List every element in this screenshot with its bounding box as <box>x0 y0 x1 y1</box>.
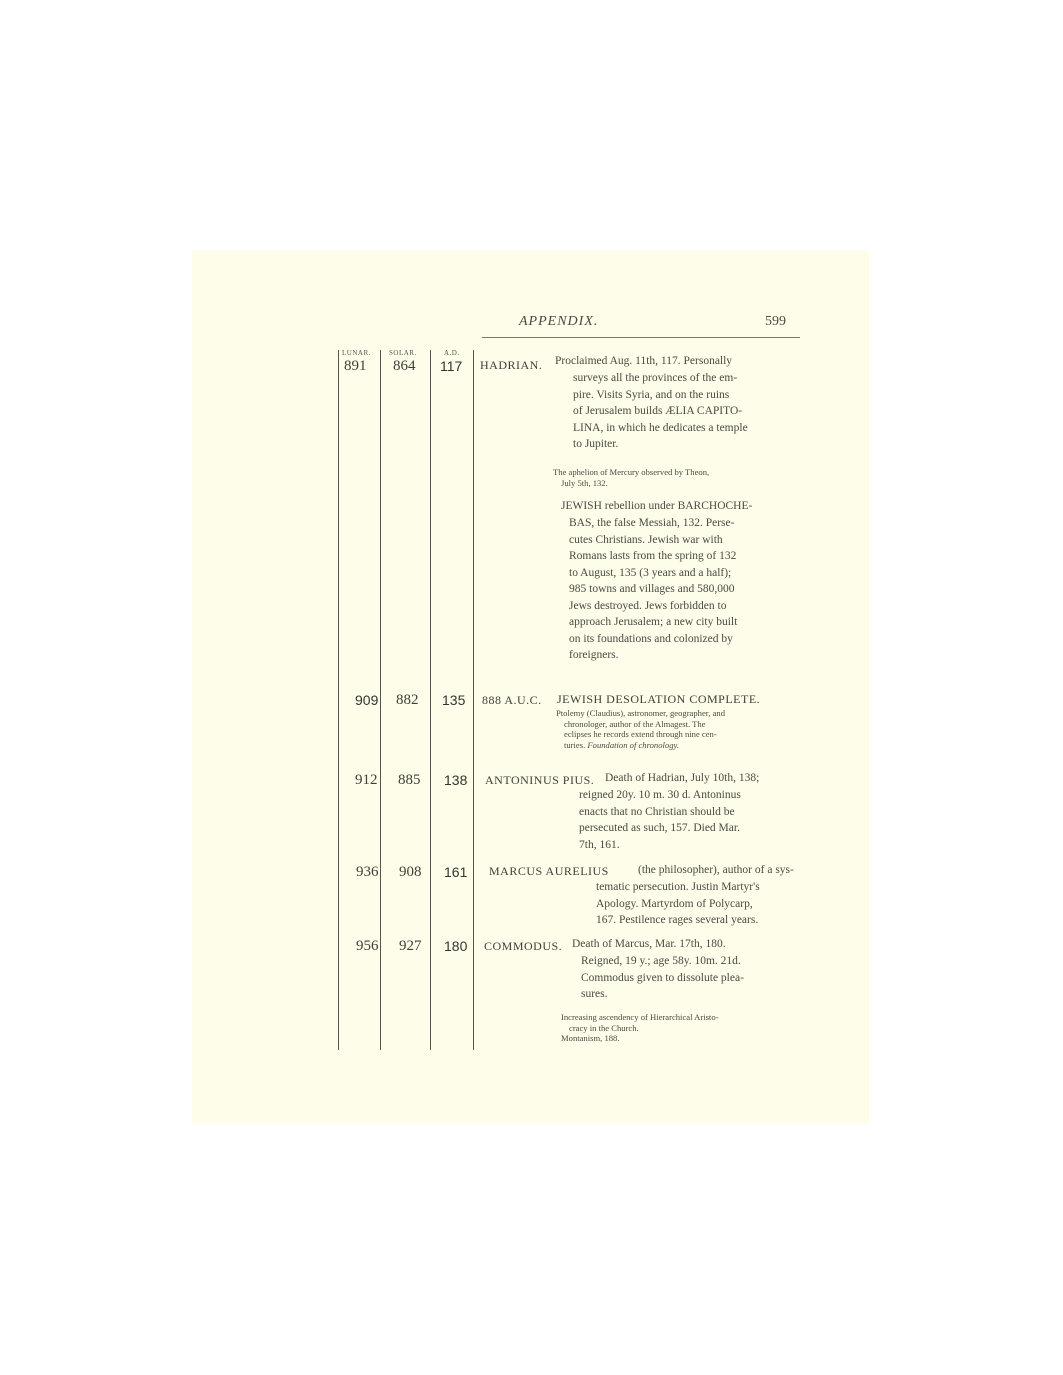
column-header-ad: A.D. <box>444 349 460 357</box>
column-header-solar: SOLAR. <box>389 349 417 357</box>
emperor-name: MARCUS AURELIUS <box>489 864 609 878</box>
solar-year: 882 <box>396 692 419 708</box>
header-rule <box>482 337 800 338</box>
lunar-year: 912 <box>355 772 378 788</box>
solar-year: 864 <box>393 358 416 374</box>
entry-text: BAS, the false Messiah, 132. Perse- cutes Christians. Jewish war with Romans lasts from the spring of 132 to August, 135 (3 years and a half); 985 towns and villages and 580,000 Jews destroyed. Jews forbidden to approach Jerusalem; a new city built on its foundations and colonized by foreigners. <box>569 517 738 661</box>
emperor-name: COMMODUS. <box>484 939 563 953</box>
ad-year: 161 <box>444 864 468 880</box>
solar-year: 908 <box>399 864 422 880</box>
ad-year: 138 <box>444 772 468 788</box>
page-number: 599 <box>765 314 786 329</box>
ad-year: 180 <box>444 938 468 954</box>
solar-year: 927 <box>399 938 422 954</box>
column-divider <box>338 350 339 1050</box>
entry-text: tematic persecution. Justin Martyr's Apology. Martyrdom of Polycarp, 167. Pestilence rages several years. <box>596 881 760 926</box>
column-divider <box>380 350 381 1050</box>
running-title: APPENDIX. <box>519 314 599 329</box>
column-header-lunar: LUNAR. <box>342 349 371 357</box>
entry-text: Proclaimed Aug. 11th, 117. Personally <box>555 355 733 367</box>
solar-year: 885 <box>398 772 421 788</box>
entry-text: reigned 20y. 10 m. 30 d. Antoninus enacts that no Christian should be persecuted as such, 157. Died Mar. 7th, 161. <box>579 789 741 851</box>
entry-text: (the philosopher), author of a sys- <box>638 864 794 876</box>
column-divider <box>430 350 431 1050</box>
entry-headline: JEWISH DESOLATION COMPLETE. <box>557 692 761 706</box>
ad-year: 135 <box>442 692 466 708</box>
entry-text: Death of Marcus, Mar. 17th, 180. <box>572 938 726 950</box>
emperor-name: HADRIAN. <box>480 358 543 372</box>
marginal-note: Increasing ascendency of Hierarchical Aristo- cracy in the Church. Montanism, 188. <box>561 1012 719 1043</box>
book-page <box>192 250 869 1124</box>
lunar-year: 891 <box>344 358 367 374</box>
era-label: 888 A.U.C. <box>482 693 542 707</box>
column-divider <box>473 350 474 1050</box>
lunar-year: 956 <box>356 938 379 954</box>
marginal-note: The aphelion of Mercury observed by Theon, July 5th, 132. <box>553 467 710 488</box>
entry-text: JEWISH rebellion under BARCHOCHE- <box>561 500 753 512</box>
lunar-year: 936 <box>356 864 379 880</box>
marginal-note: Ptolemy (Claudius), astronomer, geographer, and chronologer, author of the Almagest. The eclipses he records extend through nine cen- turies. Foundation of chronology. <box>556 708 725 750</box>
emperor-name: ANTONINUS PIUS. <box>485 773 595 787</box>
entry-text: Death of Hadrian, July 10th, 138; <box>605 772 760 784</box>
entry-text: Reigned, 19 y.; age 58y. 10m. 21d. Commodus given to dissolute plea- sures. <box>581 955 744 1000</box>
entry-text: surveys all the provinces of the em- pire. Visits Syria, and on the ruins of Jerusalem builds ÆLIA CAPITO- LINA, in which he dedicates a temple to Jupiter. <box>573 372 748 450</box>
lunar-year: 909 <box>355 692 379 708</box>
ad-year: 117 <box>440 358 463 374</box>
